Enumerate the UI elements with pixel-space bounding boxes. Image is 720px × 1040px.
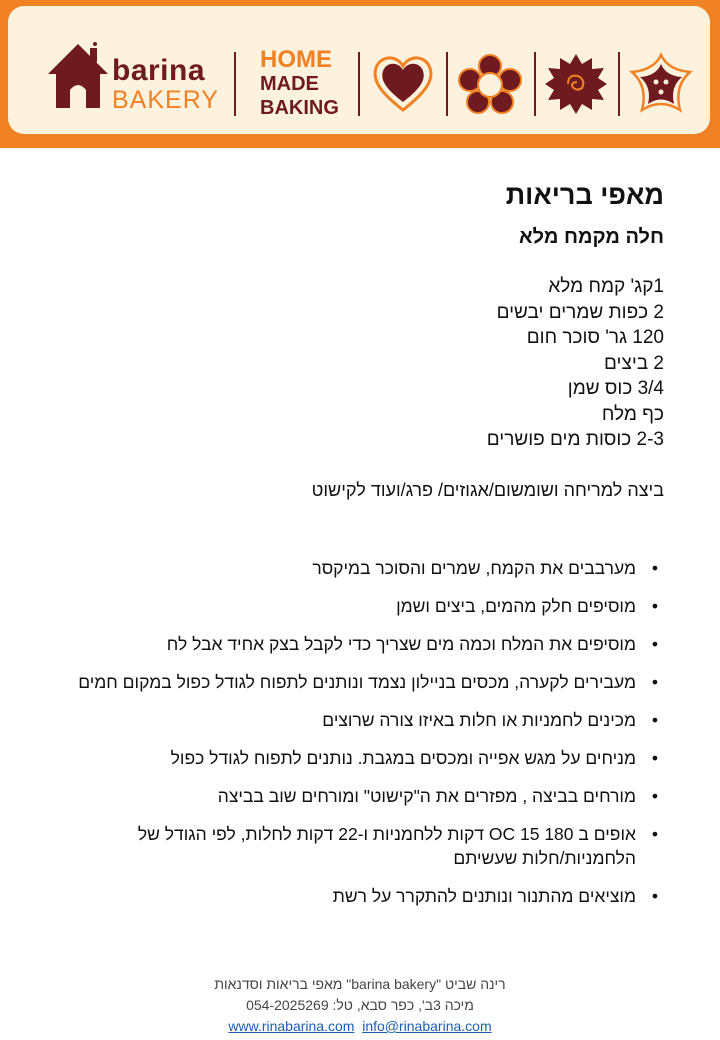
flower-cookie-icon <box>456 52 524 116</box>
website-link[interactable]: www.rinabarina.com <box>228 1018 355 1034</box>
divider <box>358 52 360 116</box>
ingredient-item: 2 כפות שמרים יבשים <box>496 301 664 323</box>
brand-name: barina <box>112 54 206 87</box>
banner-panel <box>8 6 710 134</box>
divider <box>618 52 620 116</box>
bullet-icon: • <box>651 886 658 906</box>
bullet-icon: • <box>651 596 658 616</box>
instruction-item <box>36 556 666 580</box>
instruction-text: מניחים על מגש אפייה ומכסים במגבת. נותנים לתפוח לגודל כפול <box>170 748 636 768</box>
star-cookie-icon <box>628 52 694 116</box>
instruction-item <box>36 708 666 732</box>
instruction-text: מכינים לחמניות או חלות באיזו צורה שרוצים <box>322 710 636 730</box>
instruction-item <box>36 594 666 618</box>
ingredient-item: 2-3 כוסות מים פושרים <box>486 429 664 450</box>
ingredient-list <box>487 274 664 453</box>
instruction-text: אופים ב 180 OC 15 דקות ללחמניות ו-22 דקות לחלות, לפי הגודל של הלחמניות/חלות שעשיתם <box>137 824 636 868</box>
instruction-item <box>36 884 666 908</box>
ingredient-item: כף מלח <box>601 403 664 425</box>
instruction-item <box>36 784 666 808</box>
bullet-icon: • <box>651 748 658 768</box>
bullet-icon: • <box>651 634 658 654</box>
instruction-item <box>36 670 666 694</box>
bullet-icon: • <box>651 824 658 844</box>
slogan-baking: BAKING <box>260 97 339 119</box>
divider <box>534 52 536 116</box>
ingredient-item: 2 ביצים <box>604 352 664 374</box>
instruction-text: מערבבים את הקמח, שמרים והסוכר במיקסר <box>312 558 636 578</box>
header-banner <box>0 0 720 148</box>
divider <box>446 52 448 116</box>
bullet-icon: • <box>651 558 658 578</box>
footer-business: רינה שביט "barina bakery" מאפי בריאות וסדנאות <box>214 976 506 992</box>
slogan-home: HOME <box>260 46 332 73</box>
bullet-icon: • <box>651 710 658 730</box>
recipe-subtitle: חלה מקמח מלא <box>519 226 664 248</box>
heart-cookie-icon <box>370 52 436 114</box>
instruction-text: מוציאים מהתנור ונותנים להתקרר על רשת <box>332 886 636 906</box>
topping-note: ביצה למריחה ושומשום/אגוזים/ פרג/ועוד לקישוט <box>311 480 664 500</box>
instruction-item <box>36 746 666 770</box>
slogan-made: MADE <box>260 73 319 95</box>
instruction-text: מוסיפים חלק מהמים, ביצים ושמן <box>396 596 636 616</box>
bullet-icon: • <box>651 672 658 692</box>
ingredient-item: 1קג' קמח מלא <box>548 276 664 297</box>
ingredient-item: 120 גר' סוכר חום <box>526 327 664 348</box>
page-title: מאפי בריאות <box>505 180 664 210</box>
footer-links <box>0 1016 720 1037</box>
instruction-item <box>36 822 666 870</box>
instruction-text: מורחים בביצה , מפזרים את ה"קישוט" ומורחים שוב בביצה <box>217 786 636 806</box>
sun-cookie-icon <box>544 52 608 116</box>
slogan <box>260 48 339 120</box>
instruction-item <box>36 632 666 656</box>
instruction-text: מוסיפים את המלח וכמה מים שצריך כדי לקבל בצק אחיד אבל לח <box>166 634 636 654</box>
brand-subtitle: BAKERY <box>112 86 219 114</box>
divider <box>234 52 236 116</box>
instruction-text: מעבירים לקערה, מכסים בניילון נצמד ונותנים לתפוח לגודל כפול במקום חמים <box>78 672 636 692</box>
instruction-list <box>36 556 666 922</box>
ingredient-item: 3/4 כוס שמן <box>567 378 664 399</box>
email-link[interactable]: info@rinabarina.com <box>362 1018 492 1034</box>
footer-address: מיכה 3ב', כפר סבא, טל: 054-2025269 <box>246 997 474 1013</box>
bullet-icon: • <box>651 786 658 806</box>
house-logo-icon <box>46 42 110 112</box>
footer <box>0 974 720 1037</box>
